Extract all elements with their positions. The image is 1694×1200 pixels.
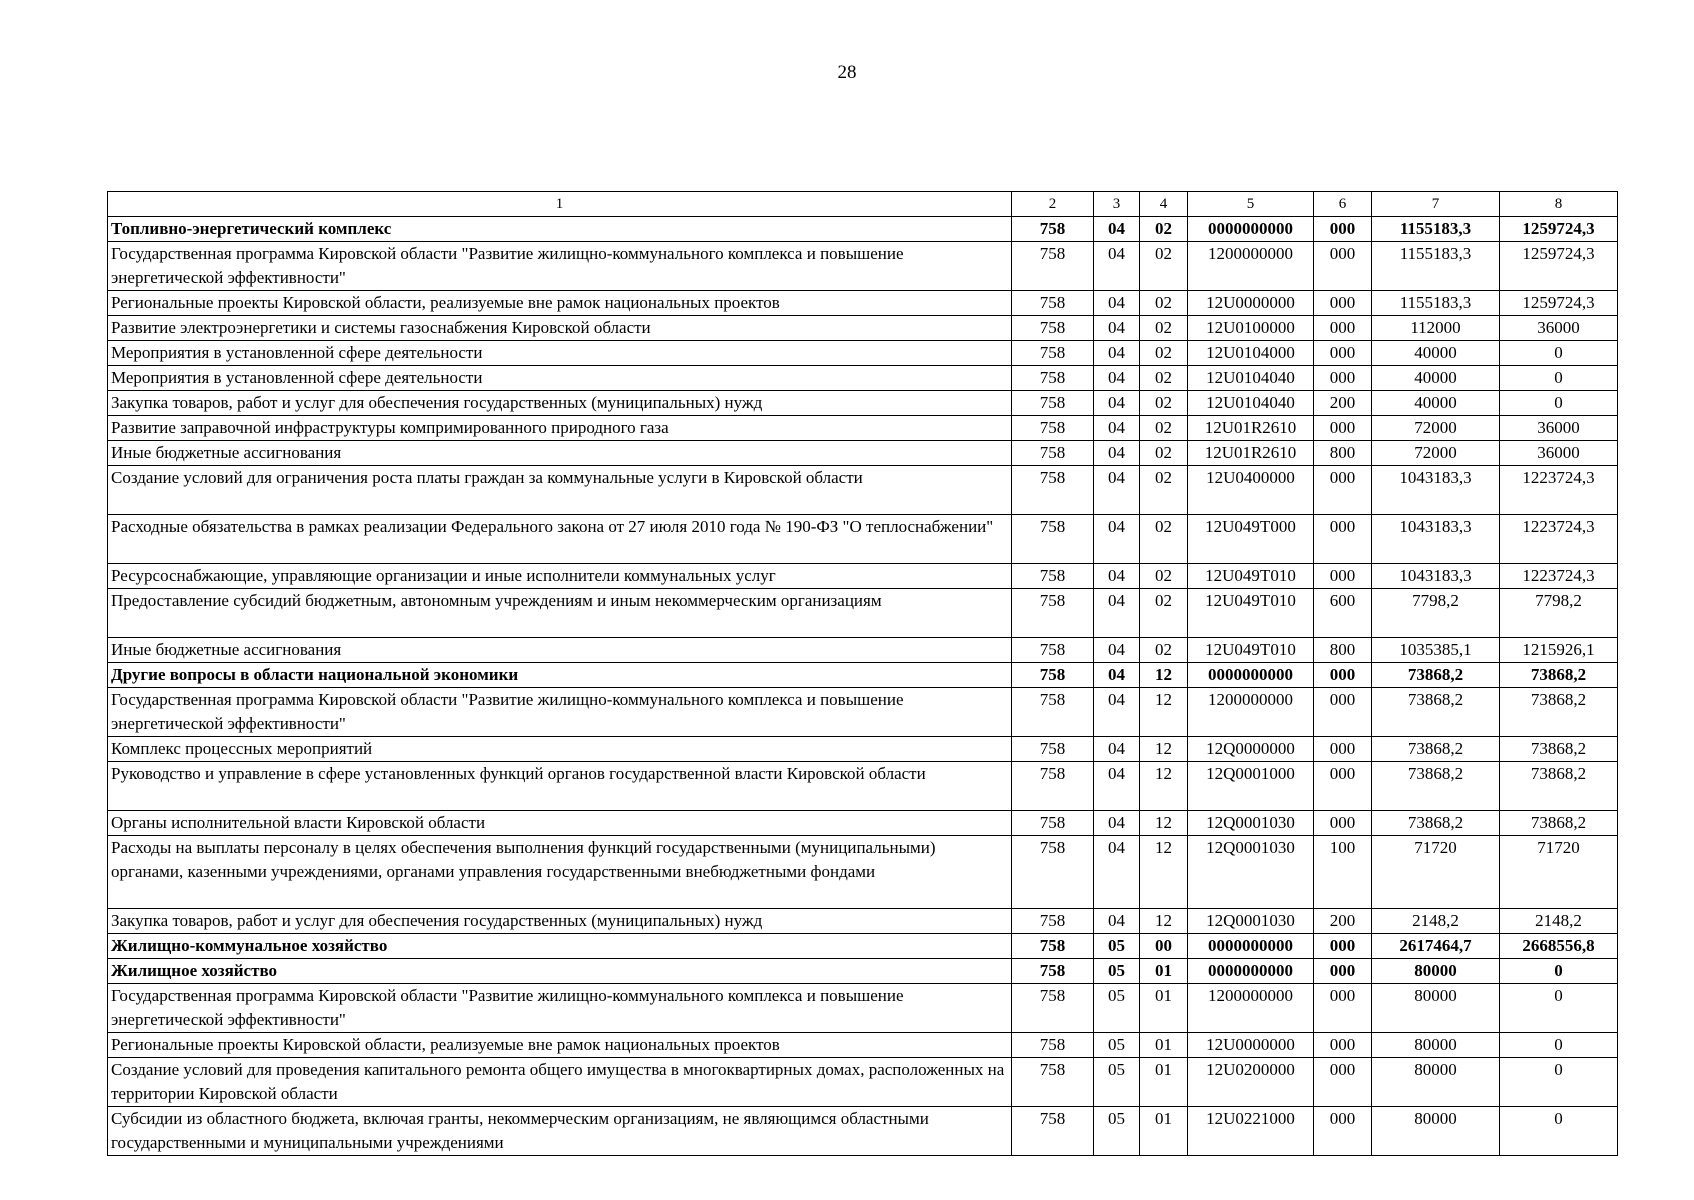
cell-col8: 2148,2	[1500, 909, 1618, 934]
cell-col4: 02	[1140, 466, 1188, 515]
cell-col2: 758	[1012, 1107, 1094, 1156]
cell-col8: 0	[1500, 391, 1618, 416]
cell-col6: 000	[1314, 1058, 1372, 1107]
cell-col5: 12U049T010	[1188, 564, 1314, 589]
cell-col5: 12U0100000	[1188, 316, 1314, 341]
cell-col2: 758	[1012, 441, 1094, 466]
cell-col2: 758	[1012, 688, 1094, 737]
cell-col2: 758	[1012, 836, 1094, 909]
table-row	[108, 836, 1618, 909]
cell-col2: 758	[1012, 466, 1094, 515]
cell-col7: 2617464,7	[1372, 934, 1500, 959]
cell-col2: 758	[1012, 762, 1094, 811]
cell-col7: 73868,2	[1372, 762, 1500, 811]
cell-col5: 12U049T000	[1188, 515, 1314, 564]
cell-col3: 04	[1094, 341, 1140, 366]
table-row	[108, 366, 1618, 391]
table-row	[108, 441, 1618, 466]
cell-col4: 12	[1140, 762, 1188, 811]
cell-col2: 758	[1012, 341, 1094, 366]
cell-col6: 000	[1314, 762, 1372, 811]
cell-col7: 112000	[1372, 316, 1500, 341]
header-cell-5: 5	[1188, 192, 1314, 217]
cell-col7: 80000	[1372, 1107, 1500, 1156]
cell-col2: 758	[1012, 416, 1094, 441]
cell-col2: 758	[1012, 959, 1094, 984]
cell-col5: 1200000000	[1188, 984, 1314, 1033]
cell-col5: 12U0104000	[1188, 341, 1314, 366]
cell-col3: 04	[1094, 811, 1140, 836]
cell-name: Предоставление субсидий бюджетным, автономным учреждениям и иным некоммерческим организациям	[108, 589, 1012, 638]
cell-col5: 12U0221000	[1188, 1107, 1314, 1156]
cell-name: Субсидии из областного бюджета, включая гранты, некоммерческим организациям, не являющимся областными государственными и муниципальными учреждениями	[108, 1107, 1012, 1156]
cell-col6: 000	[1314, 316, 1372, 341]
cell-col4: 02	[1140, 366, 1188, 391]
cell-col4: 12	[1140, 663, 1188, 688]
cell-col6: 000	[1314, 217, 1372, 242]
cell-col5: 12Q0000000	[1188, 737, 1314, 762]
cell-col7: 72000	[1372, 441, 1500, 466]
cell-col6: 800	[1314, 441, 1372, 466]
cell-col5: 0000000000	[1188, 959, 1314, 984]
cell-name: Развитие заправочной инфраструктуры компримированного природного газа	[108, 416, 1012, 441]
table-row	[108, 316, 1618, 341]
cell-col8: 1223724,3	[1500, 564, 1618, 589]
cell-col7: 7798,2	[1372, 589, 1500, 638]
cell-col6: 000	[1314, 564, 1372, 589]
cell-col5: 12U0104040	[1188, 391, 1314, 416]
cell-col5: 12U049T010	[1188, 638, 1314, 663]
cell-col7: 40000	[1372, 341, 1500, 366]
cell-col5: 12U0000000	[1188, 291, 1314, 316]
cell-name: Региональные проекты Кировской области, реализуемые вне рамок национальных проектов	[108, 1033, 1012, 1058]
table-row	[108, 217, 1618, 242]
cell-col3: 04	[1094, 441, 1140, 466]
cell-col2: 758	[1012, 811, 1094, 836]
table-row	[108, 1058, 1618, 1107]
cell-col5: 12Q0001030	[1188, 836, 1314, 909]
cell-col8: 0	[1500, 984, 1618, 1033]
cell-col6: 800	[1314, 638, 1372, 663]
cell-col5: 0000000000	[1188, 663, 1314, 688]
cell-col2: 758	[1012, 638, 1094, 663]
cell-col7: 1155183,3	[1372, 291, 1500, 316]
cell-col3: 05	[1094, 1033, 1140, 1058]
table-row	[108, 811, 1618, 836]
table-row	[108, 1033, 1618, 1058]
cell-col7: 80000	[1372, 1033, 1500, 1058]
table-row	[108, 688, 1618, 737]
cell-col4: 02	[1140, 564, 1188, 589]
cell-name: Создание условий для ограничения роста платы граждан за коммунальные услуги в Кировской области	[108, 466, 1012, 515]
cell-col3: 04	[1094, 564, 1140, 589]
cell-col6: 200	[1314, 391, 1372, 416]
cell-col2: 758	[1012, 984, 1094, 1033]
table-row	[108, 291, 1618, 316]
cell-col5: 1200000000	[1188, 688, 1314, 737]
cell-col3: 04	[1094, 291, 1140, 316]
cell-name: Создание условий для проведения капитального ремонта общего имущества в многоквартирных домах, расположенных на территории Кировской области	[108, 1058, 1012, 1107]
cell-col5: 12Q0001000	[1188, 762, 1314, 811]
cell-col4: 02	[1140, 291, 1188, 316]
cell-col8: 36000	[1500, 416, 1618, 441]
cell-col7: 80000	[1372, 1058, 1500, 1107]
cell-name: Жилищное хозяйство	[108, 959, 1012, 984]
header-cell-1: 1	[108, 192, 1012, 217]
cell-col3: 04	[1094, 416, 1140, 441]
cell-col6: 000	[1314, 737, 1372, 762]
cell-col7: 73868,2	[1372, 737, 1500, 762]
cell-col6: 000	[1314, 341, 1372, 366]
page-number: 28	[837, 62, 857, 83]
cell-name: Расходные обязательства в рамках реализации Федерального закона от 27 июля 2010 года № 190-ФЗ "О теплоснабжении"	[108, 515, 1012, 564]
cell-col4: 02	[1140, 341, 1188, 366]
table-row	[108, 959, 1618, 984]
cell-col3: 05	[1094, 984, 1140, 1033]
cell-col7: 1043183,3	[1372, 515, 1500, 564]
cell-col5: 12U0200000	[1188, 1058, 1314, 1107]
cell-col6: 000	[1314, 416, 1372, 441]
cell-name: Другие вопросы в области национальной экономики	[108, 663, 1012, 688]
cell-name: Органы исполнительной власти Кировской области	[108, 811, 1012, 836]
cell-col4: 02	[1140, 441, 1188, 466]
cell-col7: 40000	[1372, 391, 1500, 416]
cell-col7: 71720	[1372, 836, 1500, 909]
cell-name: Расходы на выплаты персоналу в целях обеспечения выполнения функций государственными (муниципальными) органами, казенными учреждениями, органами управления государственными внебюджетными фондами	[108, 836, 1012, 909]
cell-col8: 71720	[1500, 836, 1618, 909]
cell-col2: 758	[1012, 217, 1094, 242]
cell-col2: 758	[1012, 515, 1094, 564]
table-row	[108, 638, 1618, 663]
cell-col3: 04	[1094, 391, 1140, 416]
cell-col2: 758	[1012, 242, 1094, 291]
cell-name: Ресурсоснабжающие, управляющие организации и иные исполнители коммунальных услуг	[108, 564, 1012, 589]
cell-name: Мероприятия в установленной сфере деятельности	[108, 341, 1012, 366]
cell-name: Иные бюджетные ассигнования	[108, 638, 1012, 663]
cell-col7: 1035385,1	[1372, 638, 1500, 663]
cell-col8: 1259724,3	[1500, 242, 1618, 291]
header-cell-3: 3	[1094, 192, 1140, 217]
cell-col7: 73868,2	[1372, 688, 1500, 737]
cell-col4: 01	[1140, 1033, 1188, 1058]
cell-col6: 000	[1314, 688, 1372, 737]
cell-col7: 73868,2	[1372, 811, 1500, 836]
cell-name: Руководство и управление в сфере установленных функций органов государственной власти Кировской области	[108, 762, 1012, 811]
cell-col6: 000	[1314, 242, 1372, 291]
cell-col4: 02	[1140, 316, 1188, 341]
cell-col7: 2148,2	[1372, 909, 1500, 934]
table-row	[108, 564, 1618, 589]
cell-col2: 758	[1012, 366, 1094, 391]
cell-col4: 02	[1140, 589, 1188, 638]
cell-col3: 04	[1094, 909, 1140, 934]
table-row	[108, 663, 1618, 688]
header-cell-2: 2	[1012, 192, 1094, 217]
cell-col5: 12U0104040	[1188, 366, 1314, 391]
cell-col4: 02	[1140, 217, 1188, 242]
cell-name: Развитие электроэнергетики и системы газоснабжения Кировской области	[108, 316, 1012, 341]
table-row	[108, 391, 1618, 416]
cell-col2: 758	[1012, 291, 1094, 316]
cell-col5: 0000000000	[1188, 217, 1314, 242]
cell-col8: 73868,2	[1500, 811, 1618, 836]
cell-col3: 05	[1094, 934, 1140, 959]
cell-col2: 758	[1012, 564, 1094, 589]
cell-col7: 73868,2	[1372, 663, 1500, 688]
cell-col3: 04	[1094, 589, 1140, 638]
cell-col4: 12	[1140, 811, 1188, 836]
cell-col8: 0	[1500, 959, 1618, 984]
cell-col6: 000	[1314, 1033, 1372, 1058]
cell-col8: 73868,2	[1500, 663, 1618, 688]
table-row	[108, 762, 1618, 811]
table-row	[108, 416, 1618, 441]
cell-col8: 0	[1500, 1058, 1618, 1107]
cell-col3: 05	[1094, 1058, 1140, 1107]
cell-col8: 1223724,3	[1500, 466, 1618, 515]
cell-col5: 12U0000000	[1188, 1033, 1314, 1058]
table-row	[108, 1107, 1618, 1156]
cell-col4: 02	[1140, 242, 1188, 291]
cell-col6: 000	[1314, 984, 1372, 1033]
cell-col7: 40000	[1372, 366, 1500, 391]
cell-name: Закупка товаров, работ и услуг для обеспечения государственных (муниципальных) нужд	[108, 391, 1012, 416]
cell-col2: 758	[1012, 589, 1094, 638]
cell-col3: 04	[1094, 316, 1140, 341]
cell-col7: 80000	[1372, 959, 1500, 984]
cell-name: Жилищно-коммунальное хозяйство	[108, 934, 1012, 959]
cell-col8: 7798,2	[1500, 589, 1618, 638]
cell-col4: 00	[1140, 934, 1188, 959]
cell-col6: 000	[1314, 291, 1372, 316]
cell-col7: 1043183,3	[1372, 466, 1500, 515]
cell-col4: 02	[1140, 515, 1188, 564]
cell-col4: 02	[1140, 391, 1188, 416]
cell-col7: 1043183,3	[1372, 564, 1500, 589]
cell-name: Закупка товаров, работ и услуг для обеспечения государственных (муниципальных) нужд	[108, 909, 1012, 934]
cell-col2: 758	[1012, 934, 1094, 959]
cell-col2: 758	[1012, 1033, 1094, 1058]
header-row	[108, 192, 1618, 217]
header-cell-8: 8	[1500, 192, 1618, 217]
budget-table	[107, 191, 1618, 1156]
cell-col8: 0	[1500, 341, 1618, 366]
cell-name: Мероприятия в установленной сфере деятельности	[108, 366, 1012, 391]
cell-col4: 02	[1140, 638, 1188, 663]
cell-col6: 100	[1314, 836, 1372, 909]
cell-col3: 04	[1094, 366, 1140, 391]
cell-col5: 12U0400000	[1188, 466, 1314, 515]
cell-col3: 05	[1094, 1107, 1140, 1156]
cell-col6: 000	[1314, 366, 1372, 391]
cell-col6: 600	[1314, 589, 1372, 638]
cell-col3: 04	[1094, 638, 1140, 663]
cell-col2: 758	[1012, 1058, 1094, 1107]
cell-col8: 1223724,3	[1500, 515, 1618, 564]
cell-name: Иные бюджетные ассигнования	[108, 441, 1012, 466]
cell-name: Комплекс процессных мероприятий	[108, 737, 1012, 762]
cell-col7: 72000	[1372, 416, 1500, 441]
cell-name: Топливно-энергетический комплекс	[108, 217, 1012, 242]
cell-col8: 36000	[1500, 441, 1618, 466]
cell-col6: 000	[1314, 934, 1372, 959]
header-cell-6: 6	[1314, 192, 1372, 217]
cell-col4: 02	[1140, 416, 1188, 441]
cell-col4: 12	[1140, 909, 1188, 934]
cell-col8: 1215926,1	[1500, 638, 1618, 663]
cell-col3: 04	[1094, 217, 1140, 242]
cell-col7: 1155183,3	[1372, 242, 1500, 291]
cell-col6: 000	[1314, 1107, 1372, 1156]
cell-col7: 80000	[1372, 984, 1500, 1033]
cell-col2: 758	[1012, 909, 1094, 934]
cell-col8: 73868,2	[1500, 762, 1618, 811]
cell-name: Государственная программа Кировской области "Развитие жилищно-коммунального комплекса и повышение энергетической эффективности"	[108, 984, 1012, 1033]
table-row	[108, 934, 1618, 959]
header-cell-7: 7	[1372, 192, 1500, 217]
table-row	[108, 589, 1618, 638]
table-row	[108, 984, 1618, 1033]
cell-name: Государственная программа Кировской области "Развитие жилищно-коммунального комплекса и повышение энергетической эффективности"	[108, 242, 1012, 291]
cell-col5: 12U01R2610	[1188, 416, 1314, 441]
cell-col8: 2668556,8	[1500, 934, 1618, 959]
cell-col5: 0000000000	[1188, 934, 1314, 959]
cell-col4: 01	[1140, 959, 1188, 984]
cell-col4: 01	[1140, 1107, 1188, 1156]
cell-name: Государственная программа Кировской области "Развитие жилищно-коммунального комплекса и повышение энергетической эффективности"	[108, 688, 1012, 737]
table-row	[108, 466, 1618, 515]
cell-col3: 04	[1094, 515, 1140, 564]
cell-col5: 12U049T010	[1188, 589, 1314, 638]
table-row	[108, 341, 1618, 366]
cell-col6: 000	[1314, 466, 1372, 515]
cell-col2: 758	[1012, 737, 1094, 762]
cell-col8: 0	[1500, 1033, 1618, 1058]
cell-col2: 758	[1012, 391, 1094, 416]
cell-name: Региональные проекты Кировской области, реализуемые вне рамок национальных проектов	[108, 291, 1012, 316]
cell-col4: 12	[1140, 836, 1188, 909]
cell-col8: 73868,2	[1500, 737, 1618, 762]
cell-col5: 12Q0001030	[1188, 909, 1314, 934]
cell-col5: 12U01R2610	[1188, 441, 1314, 466]
cell-col2: 758	[1012, 663, 1094, 688]
cell-col5: 1200000000	[1188, 242, 1314, 291]
cell-col6: 000	[1314, 811, 1372, 836]
cell-col8: 1259724,3	[1500, 217, 1618, 242]
cell-col8: 73868,2	[1500, 688, 1618, 737]
cell-col3: 04	[1094, 762, 1140, 811]
cell-col3: 04	[1094, 688, 1140, 737]
cell-col5: 12Q0001030	[1188, 811, 1314, 836]
table-body	[108, 217, 1618, 1156]
cell-col4: 12	[1140, 688, 1188, 737]
cell-col7: 1155183,3	[1372, 217, 1500, 242]
cell-col6: 000	[1314, 515, 1372, 564]
cell-col8: 36000	[1500, 316, 1618, 341]
cell-col3: 04	[1094, 737, 1140, 762]
table-row	[108, 909, 1618, 934]
cell-col3: 04	[1094, 466, 1140, 515]
cell-col4: 01	[1140, 1058, 1188, 1107]
cell-col8: 0	[1500, 366, 1618, 391]
cell-col3: 05	[1094, 959, 1140, 984]
cell-col4: 12	[1140, 737, 1188, 762]
cell-col3: 04	[1094, 663, 1140, 688]
table-row	[108, 242, 1618, 291]
cell-col4: 01	[1140, 984, 1188, 1033]
cell-col8: 1259724,3	[1500, 291, 1618, 316]
cell-col6: 000	[1314, 663, 1372, 688]
cell-col2: 758	[1012, 316, 1094, 341]
cell-col6: 200	[1314, 909, 1372, 934]
cell-col8: 0	[1500, 1107, 1618, 1156]
table-row	[108, 737, 1618, 762]
cell-col3: 04	[1094, 836, 1140, 909]
table-row	[108, 515, 1618, 564]
cell-col3: 04	[1094, 242, 1140, 291]
header-cell-4: 4	[1140, 192, 1188, 217]
cell-col6: 000	[1314, 959, 1372, 984]
